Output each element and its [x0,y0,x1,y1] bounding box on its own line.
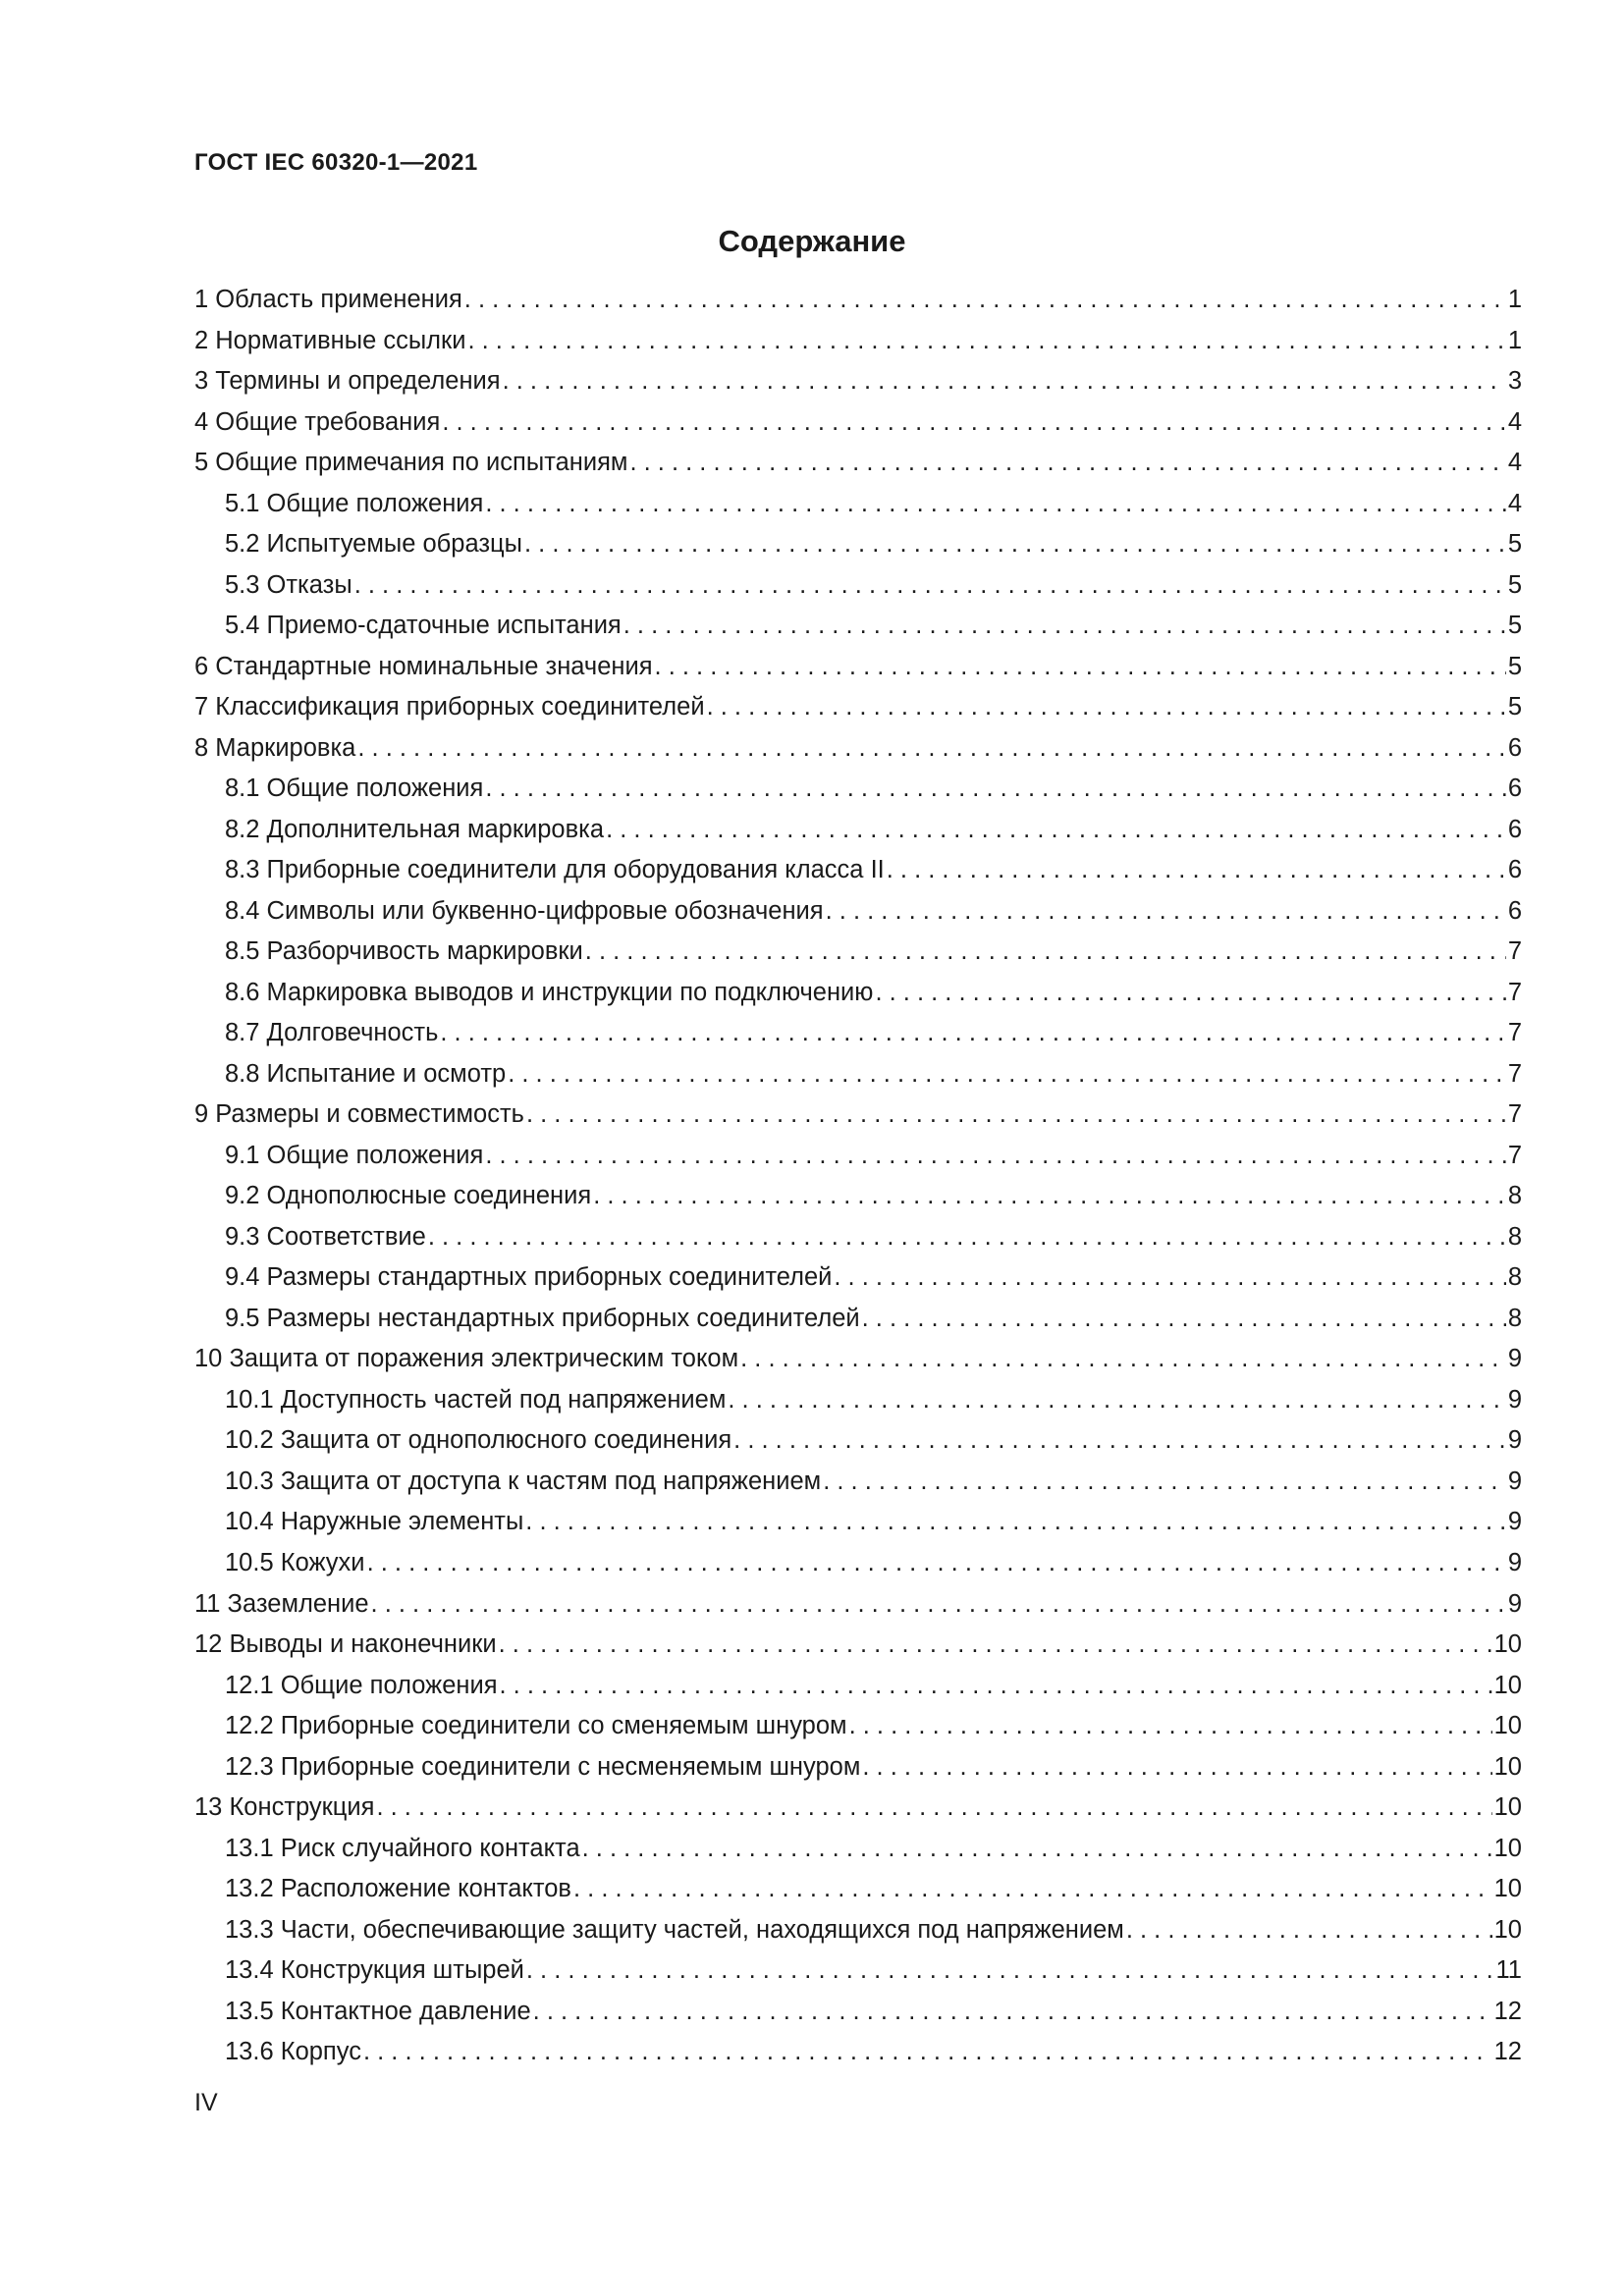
toc-leader-dots [573,1875,1492,1903]
toc-entry[interactable] [194,1223,1522,1264]
toc-entry-page: 10 [1493,1875,1522,1903]
toc-entry[interactable] [194,937,1522,979]
toc-entry[interactable] [194,1019,1522,1060]
toc-entry-page: 7 [1507,1100,1522,1129]
toc-entry[interactable] [194,1956,1522,1998]
toc-entry-page: 4 [1507,407,1522,436]
toc-entry-page: 10 [1493,1834,1522,1862]
toc-leader-dots [524,530,1506,559]
toc-entry[interactable] [194,1182,1522,1223]
toc-entry-label: 9.5 Размеры нестандартных приборных соединителей [225,1304,860,1332]
toc-leader-dots [485,490,1505,518]
toc-entry[interactable] [194,490,1522,531]
toc-leader-dots [707,693,1506,721]
toc-entry-label: 10.2 Защита от однополюсного соединения [225,1426,732,1455]
document-id: ГОСТ IEC 60320-1—2021 [194,149,478,176]
toc-entry[interactable] [194,1916,1522,1957]
toc-entry-page: 9 [1507,1548,1522,1576]
toc-entry-page: 9 [1507,1467,1522,1495]
toc-entry[interactable] [194,449,1522,490]
toc-entry-label: 13.3 Части, обеспечивающие защиту частей, находящихся под напряжением [225,1915,1124,1944]
toc-entry-page: 6 [1507,896,1522,925]
toc-entry-page: 5 [1507,612,1522,640]
toc-entry-label: 5 Общие примечания по испытаниям [194,449,628,477]
toc-entry-page: 7 [1507,1059,1522,1088]
toc-entry-page: 6 [1507,733,1522,762]
toc-leader-dots [525,1508,1506,1536]
toc-entry-page: 6 [1507,774,1522,803]
page-title: Содержание [718,224,906,258]
toc-entry-page: 5 [1507,652,1522,680]
toc-entry-page: 9 [1507,1589,1522,1618]
toc-entry-page: 12 [1493,2038,1522,2066]
toc-entry[interactable] [194,816,1522,857]
toc-entry-page: 6 [1507,815,1522,843]
toc-entry[interactable] [194,1753,1522,1794]
toc-entry-label: 8 Маркировка [194,733,356,762]
toc-entry-page: 6 [1507,856,1522,884]
toc-entry[interactable] [194,1672,1522,1713]
toc-entry[interactable] [194,327,1522,368]
page-number: IV [194,2089,218,2116]
toc-entry-page: 5 [1507,693,1522,721]
toc-entry-page: 3 [1507,367,1522,396]
toc-leader-dots [428,1223,1506,1252]
toc-entry-page: 7 [1507,937,1522,966]
toc-entry-label: 13.2 Расположение контактов [225,1875,571,1903]
toc-entry-page: 5 [1507,530,1522,559]
toc-entry-page: 9 [1507,1345,1522,1373]
toc-entry-page: 11 [1495,1956,1522,1985]
toc-entry[interactable] [194,653,1522,694]
toc-entry[interactable] [194,1060,1522,1101]
toc-entry[interactable] [194,1793,1522,1835]
toc-entry-label: 9.4 Размеры стандартных приборных соединителей [225,1263,833,1292]
toc-entry-label: 10.4 Наружные элементы [225,1508,524,1536]
toc-entry-page: 10 [1493,1793,1522,1822]
toc-entry-label: 2 Нормативные ссылки [194,326,466,354]
toc-entry-page: 8 [1507,1222,1522,1251]
toc-entry-page: 12 [1493,1997,1522,2025]
toc-entry-label: 8.3 Приборные соединители для оборудования класса II [225,856,885,884]
toc-leader-dots [655,653,1506,681]
toc-leader-dots [485,1142,1505,1170]
toc-entry-label: 4 Общие требования [194,407,441,436]
toc-entry-label: 8.1 Общие положения [225,774,484,803]
toc-leader-dots [508,1060,1506,1089]
toc-entry-label: 12.3 Приборные соединители с несменяемым шнуром [225,1752,861,1781]
toc-entry[interactable] [194,1875,1522,1916]
toc-entry[interactable] [194,286,1522,327]
toc-entry[interactable] [194,612,1522,653]
toc-entry-page: 1 [1507,326,1522,354]
toc-entry[interactable] [194,1468,1522,1509]
toc-leader-dots [357,734,1505,763]
toc-leader-dots [862,1753,1491,1782]
toc-entry-page: 9 [1507,1385,1522,1414]
toc-entry-page: 9 [1507,1426,1522,1455]
toc-leader-dots [887,856,1506,884]
toc-entry[interactable] [194,571,1522,613]
toc-leader-dots [467,327,1505,355]
toc-entry-page: 10 [1493,1630,1522,1659]
toc-entry-label: 13.1 Риск случайного контакта [225,1834,580,1862]
toc-entry[interactable] [194,1386,1522,1427]
toc-entry-label: 3 Термины и определения [194,367,501,396]
toc-entry-label: 13.5 Контактное давление [225,1997,531,2025]
toc-entry-label: 9.1 Общие положения [225,1141,484,1169]
toc-leader-dots [442,408,1505,437]
toc-entry[interactable] [194,408,1522,450]
toc-entry-page: 8 [1507,1263,1522,1292]
toc-leader-dots [875,979,1505,1007]
toc-leader-dots [526,1100,1506,1129]
toc-entry[interactable] [194,1508,1522,1549]
toc-entry-label: 12.2 Приборные соединители со сменяемым шнуром [225,1712,847,1740]
toc-leader-dots [733,1426,1506,1455]
toc-entry-label: 10.1 Доступность частей под напряжением [225,1385,727,1414]
toc-entry-label: 8.6 Маркировка выводов и инструкции по подключению [225,978,874,1006]
toc-entry-label: 5.1 Общие положения [225,489,484,517]
toc-entry-label: 7 Классификация приборных соединителей [194,693,705,721]
toc-entry-page: 7 [1507,1141,1522,1169]
toc-leader-dots [728,1386,1505,1415]
toc-entry-page: 7 [1507,978,1522,1006]
toc-entry[interactable] [194,693,1522,734]
toc-leader-dots [464,286,1506,314]
toc-leader-dots [606,816,1506,844]
toc-entry[interactable] [194,1142,1522,1183]
toc-leader-dots [862,1305,1506,1333]
toc-entry[interactable] [194,530,1522,571]
toc-entry[interactable] [194,1100,1522,1142]
toc-entry-page: 10 [1493,1752,1522,1781]
toc-entry-label: 9.3 Соответствие [225,1222,426,1251]
toc-entry[interactable] [194,979,1522,1020]
toc-entry[interactable] [194,1263,1522,1305]
toc-entry-label: 8.2 Дополнительная маркировка [225,815,605,843]
toc-entry-page: 7 [1507,1019,1522,1047]
toc-entry-label: 12.1 Общие положения [225,1671,498,1699]
toc-entry-label: 12 Выводы и наконечники [194,1630,497,1659]
toc-leader-dots [499,1630,1492,1659]
toc-leader-dots [823,1468,1506,1496]
toc-entry-page: 10 [1493,1671,1522,1699]
toc-entry-label: 8.4 Символы или буквенно-цифровые обозначения [225,896,824,925]
toc-entry[interactable] [194,1590,1522,1631]
toc-entry-label: 5.2 Испытуемые образцы [225,530,522,559]
toc-entry[interactable] [194,774,1522,816]
toc-entry-label: 5.4 Приемо-сдаточные испытания [225,612,622,640]
toc-leader-dots [582,1835,1492,1863]
toc-entry-page: 10 [1493,1712,1522,1740]
toc-leader-dots [623,612,1506,640]
toc-entry-label: 5.3 Отказы [225,570,352,599]
toc-entry-label: 13 Конструкция [194,1793,375,1822]
toc-leader-dots [585,937,1506,966]
toc-entry-label: 6 Стандартные номинальные значения [194,652,653,680]
toc-entry[interactable] [194,856,1522,897]
toc-entry-label: 10.5 Кожухи [225,1548,365,1576]
toc-leader-dots [849,1712,1492,1740]
toc-entry[interactable] [194,367,1522,408]
toc-leader-dots [740,1345,1506,1373]
toc-entry-label: 1 Область применения [194,286,462,313]
toc-leader-dots [503,367,1506,396]
toc-entry[interactable] [194,734,1522,775]
toc-leader-dots [440,1019,1505,1047]
toc-entry-label: 13.6 Корпус [225,2038,361,2066]
toc-entry[interactable] [194,1426,1522,1468]
toc-leader-dots [376,1793,1491,1822]
toc-entry-page: 4 [1507,449,1522,477]
toc-entry-page: 4 [1507,489,1522,517]
toc-entry[interactable] [194,1712,1522,1753]
toc-leader-dots [1126,1916,1492,1945]
toc-leader-dots [826,897,1506,926]
toc-leader-dots [500,1672,1492,1700]
toc-leader-dots [629,449,1505,477]
toc-leader-dots [371,1590,1506,1619]
toc-entry[interactable] [194,1345,1522,1386]
toc-entry-label: 11 Заземление [194,1589,369,1618]
toc-entry[interactable] [194,1835,1522,1876]
toc-leader-dots [485,774,1505,803]
toc-leader-dots [367,1549,1506,1577]
toc-leader-dots [354,571,1506,600]
toc-entry-page: 1 [1507,286,1522,313]
toc-entry-label: 8.5 Разборчивость маркировки [225,937,583,966]
toc-entry[interactable] [194,1549,1522,1590]
toc-entry[interactable] [194,1998,1522,2039]
toc-entry-page: 8 [1507,1304,1522,1332]
toc-leader-dots [363,2038,1492,2066]
toc-entry-page: 10 [1493,1915,1522,1944]
toc-entry[interactable] [194,2038,1522,2079]
toc-leader-dots [526,1956,1494,1985]
toc-entry-label: 10.3 Защита от доступа к частям под напряжением [225,1467,822,1495]
toc-entry-label: 13.4 Конструкция штырей [225,1956,524,1985]
toc-leader-dots [834,1263,1505,1292]
toc-leader-dots [533,1998,1492,2026]
toc-leader-dots [593,1182,1506,1210]
toc-entry[interactable] [194,1305,1522,1346]
toc-entry-label: 9 Размеры и совместимость [194,1100,524,1129]
toc-entry-page: 8 [1507,1182,1522,1210]
toc-entry[interactable] [194,897,1522,938]
toc-entry[interactable] [194,1630,1522,1672]
toc-entry-label: 9.2 Однополюсные соединения [225,1182,592,1210]
table-of-contents [194,286,1522,2079]
toc-entry-page: 5 [1507,570,1522,599]
toc-entry-label: 8.8 Испытание и осмотр [225,1059,507,1088]
toc-entry-label: 8.7 Долговечность [225,1019,439,1047]
toc-entry-label: 10 Защита от поражения электрическим током [194,1345,739,1373]
toc-entry-page: 9 [1507,1508,1522,1536]
